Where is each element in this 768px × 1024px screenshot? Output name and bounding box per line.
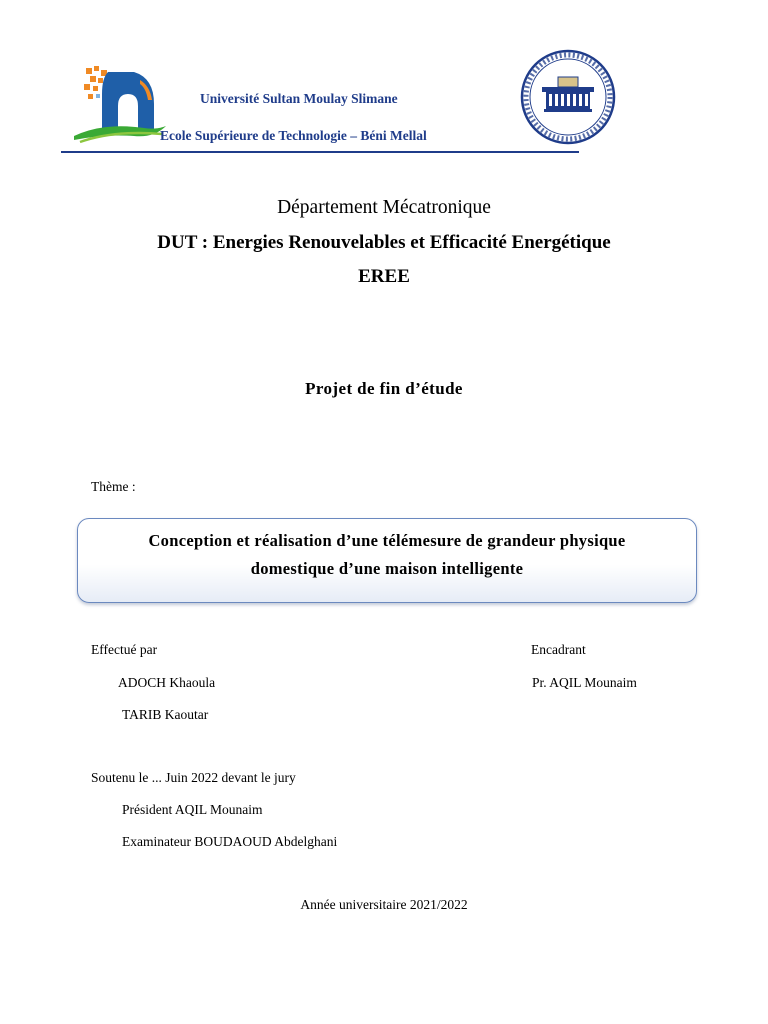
university-name: Université Sultan Moulay Slimane — [200, 91, 398, 106]
jury-president: Président AQIL Mounaim — [122, 802, 263, 817]
author-name: TARIB Kaoutar — [122, 707, 209, 722]
theme-box — [77, 518, 697, 603]
author-name: ADOCH Khaoula — [118, 675, 216, 690]
supervisor-label: Encadrant — [531, 642, 586, 657]
school-seal-logo — [514, 47, 622, 147]
department-title: Département Mécatronique — [277, 197, 491, 218]
school-name: Ecole Supérieure de Technologie – Béni Mellal — [160, 128, 427, 143]
program-acronym: EREE — [358, 266, 410, 287]
supervisor-name: Pr. AQIL Mounaim — [532, 675, 637, 690]
program-title: DUT : Energies Renouvelables et Efficacité Energétique — [157, 232, 611, 253]
project-title: Projet de fin d’étude — [305, 379, 463, 398]
defense-intro: Soutenu le ... Juin 2022 devant le jury — [91, 770, 296, 785]
jury-examiner: Examinateur BOUDAOUD Abdelghani — [122, 834, 338, 849]
authors-label: Effectué par — [91, 642, 158, 657]
theme-label: Thème : — [91, 479, 136, 494]
header-divider — [61, 151, 579, 153]
theme-line-1: Conception et réalisation d’une télémesure de grandeur physique — [148, 531, 626, 550]
academic-year: Année universitaire 2021/2022 — [300, 897, 468, 912]
theme-line-2: domestique d’une maison intelligente — [250, 559, 524, 578]
university-logo — [74, 64, 166, 148]
